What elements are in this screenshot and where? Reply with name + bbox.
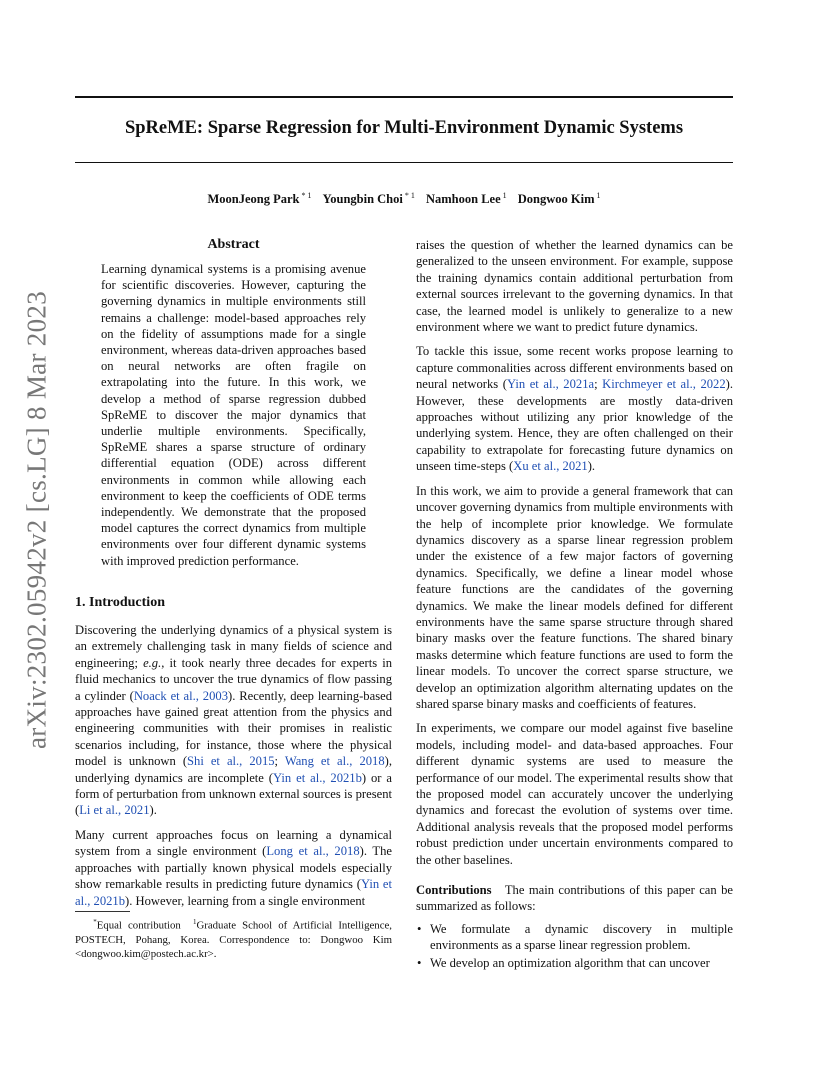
left-column-body: [75, 622, 392, 909]
title-bottom-rule: [75, 162, 733, 163]
list-item: • We develop an optimization algorithm that can uncover: [430, 955, 733, 971]
citation-link[interactable]: Li et al., 2021: [79, 803, 150, 818]
intro-paragraph-2: Many current approaches focus on learning a dynamical system from a single environment (Long et al., 2018). The approaches with partially known physical models especially show remarkable results in predicting future dynamics (Yin et al., 2021b). However, learning from a single environment: [75, 827, 392, 908]
footnote-rule: [75, 911, 130, 912]
title-top-rule: [75, 96, 733, 98]
citation-link[interactable]: Xu et al., 2021: [513, 459, 588, 474]
contributions-list: [416, 921, 733, 971]
list-item: • We formulate a dynamic discovery in multiple environments as a sparse linear regression problem.: [430, 921, 733, 954]
citation-link[interactable]: Long et al., 2018: [266, 844, 360, 859]
citation-link[interactable]: Yin et al., 2021b: [273, 770, 362, 785]
citation-link[interactable]: Wang et al., 2018: [284, 754, 385, 769]
intro-heading: 1. Introduction: [75, 595, 165, 610]
right-paragraph-4: In experiments, we compare our model against five baseline models, including model- and data-based approaches. Four different dynamic systems are used to measure the performance of our model. The experimental results show that the proposed model can accurately uncover the underlying dynamics and forecast the evolution of systems over time. Additional analysis reveals that the proposed model performs robust prediction under uncertain environments compared to the other baselines.: [416, 721, 733, 867]
right-column-body: [416, 237, 733, 972]
author-2: Youngbin Choi $^{* 1}$: [322, 191, 415, 207]
right-paragraph-1: raises the question of whether the learned dynamics can be generalized to the unseen environment. For example, suppose the training dynamics contain additional perturbation from external sources irrelevant to the governing dynamics. In that case, the learned model is unlikely to generalize to a new environment where we want to predict future dynamics.: [416, 238, 733, 335]
abstract-heading: Abstract: [207, 237, 260, 252]
contributions-heading: Contributions: [416, 883, 492, 898]
right-paragraph-3: In this work, we aim to provide a general framework that can uncover governing dynamics from multiple environments with the help of incomplete prior knowledge. We formulate dynamics discovery as a sparse linear regression problem under the existence of a few major factors of governing dynamics. Specifically, we define a linear model whose feature functions are the candidates of the governing dynamics. We make the linear models defined for different environments have the same sparse structure through shared binary masks over the feature functions. The shared binary masks determine which feature functions are used to form the linear models. To uncover the correct sparse structure, we develop an optimization algorithm alternating updates on the shared sparse binary masks and coefficients of features.: [416, 483, 733, 711]
citation-link[interactable]: Noack et al., 2003: [133, 688, 228, 703]
footnote: *Equal contribution $^1$Graduate School of Artificial Intelligence, POSTECH, Pohang, Korea. Correspondence to: Dongwoo Kim <dongwoo.kim@postech.ac.kr>.: [75, 918, 392, 960]
paper-title: SpReME: Sparse Regression for Multi-Environment Dynamic Systems: [124, 118, 684, 138]
contributions-paragraph: Contributions The main contributions of this paper can be summarized as follows:: [416, 883, 733, 914]
author-3: Namhoon Lee $^1$: [425, 191, 507, 207]
intro-paragraph-1: Discovering the underlying dynamics of a physical system is an extremely challenging task in many fields of science and engineering; e.g., it took nearly three decades for experts in fluid mechanics to uncover the true dynamics of flow passing a cylinder (Noack et al., 2003). Recently, deep learning-based approaches have gained great attention from the physics and engineering communities with their promises in realistic scenarios including, for instance, those where the physical model is unknown (Shi et al., 2015; Wang et al., 2018), underlying dynamics are incomplete (Yin et al., 2021b) or a form of perturbation from unknown external sources is present (Li et al., 2021).: [75, 623, 393, 818]
citation-link[interactable]: Kirchmeyer et al., 2022: [602, 377, 726, 392]
right-paragraph-2: To tackle this issue, some recent works propose learning to capture commonalities across different environments based on neural networks (Yin et al., 2021a; Kirchmeyer et al., 2022). However, these developments are mostly data-driven approaches without utilizing any prior knowledge of the underlying system. Hence, they are often challenged on their capability to extrapolate for forecasting future dynamics on unseen time-steps (Xu et al., 2021).: [416, 344, 733, 474]
author-list: [75, 191, 733, 207]
arxiv-stamp: arXiv:2302.05942v2 [cs.LG] 8 Mar 2023: [21, 290, 52, 750]
citation-link[interactable]: Shi et al., 2015: [187, 754, 275, 769]
author-1: MoonJeong Park $^{* 1}$: [207, 191, 312, 207]
abstract-text: Learning dynamical systems is a promising avenue for scientific discoveries. However, capturing the governing dynamics in multiple environments still remains a challenge: model-based approaches rely on the fidelity of assumptions made for a single environment, whereas data-driven approaches based on neural networks are often fragile on extrapolating into the future. In this work, we develop a method of sparse regression dubbed SpReME to discover the major dynamics that underlie multiple environments. Specifically, SpReME shares a sparse structure of ordinary differential equation (ODE) across different environments in common while allowing each environment to keep the coefficients of ODE terms independently. We demonstrate that the proposed model captures the correct dynamics from multiple environments over four different dynamic systems with improved prediction performance.: [101, 262, 366, 568]
author-4: Dongwoo Kim $^1$: [517, 191, 601, 207]
citation-link[interactable]: Yin et al., 2021b: [75, 877, 392, 908]
citation-link[interactable]: Yin et al., 2021a: [506, 377, 595, 392]
